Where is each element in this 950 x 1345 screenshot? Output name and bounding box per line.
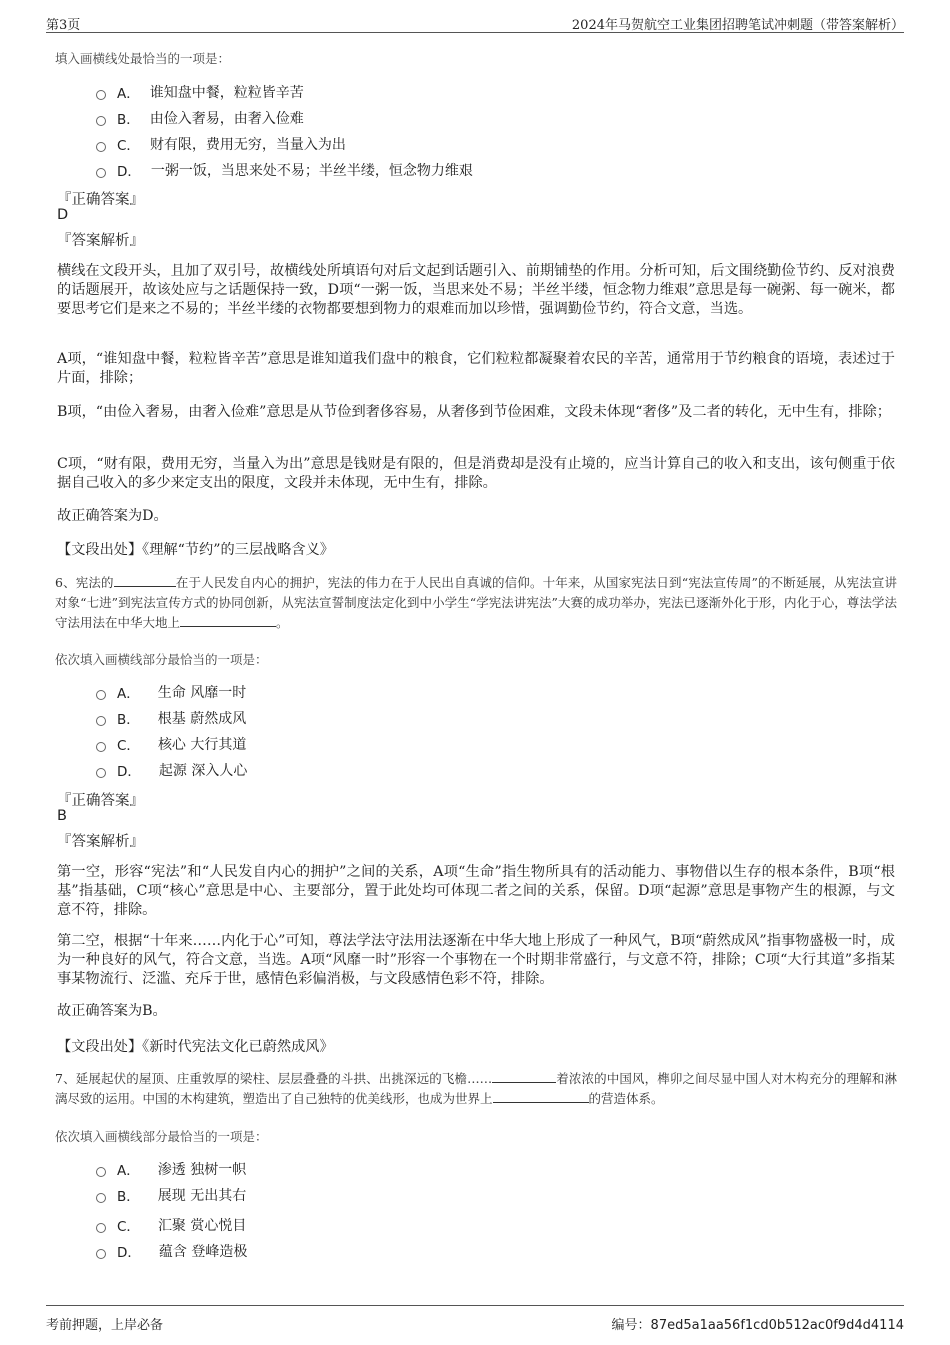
radio-icon[interactable] [96, 90, 106, 100]
q6-analysis-para: 第一空，形容“宪法”和“人民发自内心的拥护”之间的关系，A项“生命”指生物所具有的活动能力、事物借以生存的根本条件，B项“根基”指基础，C项“核心”意思是中心、主要部分，置于此处均可体现二者之间的关系，保留。D项“起源”意思是事物产生的根源，与文意不符，排除。 [57, 864, 895, 918]
q7-option-c[interactable]: C． 汇聚 赏心悦目 [96, 1215, 246, 1235]
footer-code: 编号：87ed5a1aa56f1cd0b512ac0f9d4d4114 [611, 1318, 904, 1333]
q5-answer: D [57, 207, 69, 223]
q6-option-c[interactable]: C． 核心 大行其道 [96, 734, 246, 754]
q6-prompt: 依次填入画横线部分最恰当的一项是： [55, 652, 268, 667]
q5-analysis-para: B项，“由俭入奢易，由奢入俭难”意思是从节俭到奢侈容易，从奢侈到节俭困难，文段未体现“奢侈”及二者的转化，无中生有，排除； [57, 404, 891, 420]
q7-option-a[interactable]: A． 渗透 独树一帜 [96, 1159, 246, 1179]
q5-analysis-para: C项，“财有限，费用无穷，当量入为出”意思是钱财是有限的，但是消费却是没有止境的，应当计算自己的收入和支出，该句侧重于依据自己收入的多少来定支出的限度，文段并未体现，无中生有，排除。 [57, 456, 895, 491]
q7-question: 7、延展起伏的屋顶、庄重敦厚的梁柱、层层叠叠的斗拱、出挑深远的飞檐…… 着浓浓的中国风，榫卯之间尽显中国人对木构充分的理解和淋漓尽致的运用。中国的木构建筑，塑造出了自己独特的优美线形，也成为世界上 的营造体系。 [55, 1071, 897, 1106]
q6-source: 【文段出处】《新时代宪法文化已蔚然成风》 [57, 1039, 334, 1055]
document-title: 2024年马贺航空工业集团招聘笔试冲刺题（带答案解析） [571, 18, 904, 33]
answer-blank [493, 1090, 589, 1103]
q7-prompt: 依次填入画横线部分最恰当的一项是： [55, 1129, 268, 1144]
q6-option-d[interactable]: D． 起源 深入人心 [96, 760, 247, 780]
answer-blank [180, 614, 276, 627]
answer-blank [492, 1070, 556, 1083]
q5-option-d[interactable]: D． 一粥一饭，当思来处不易；半丝半缕，恒念物力维艰 [96, 160, 473, 180]
q5-conclusion: 故正确答案为D。 [57, 508, 168, 524]
radio-icon[interactable] [96, 1193, 106, 1203]
radio-icon[interactable] [96, 742, 106, 752]
radio-icon[interactable] [96, 1249, 106, 1259]
q7-option-b[interactable]: B． 展现 无出其右 [96, 1185, 246, 1205]
radio-icon[interactable] [96, 142, 106, 152]
q6-option-b[interactable]: B． 根基 蔚然成风 [96, 708, 246, 728]
q6-conclusion: 故正确答案为B。 [57, 1003, 167, 1019]
q6-question: 6、宪法的 在于人民发自内心的拥护，宪法的伟力在于人民出自真诚的信仰。十年来，从国家宪法日到“宪法宣传周”的不断延展，从宪法宣讲对象“七进”到宪法宣传方式的协同创新，从宪法宣誓制度法定化到中小学生“学宪法讲宪法”大赛的成功举办，宪法已逐渐外化于形，内化于心，尊法学法守法用法在中华大地上 。 [55, 575, 897, 630]
radio-icon[interactable] [96, 116, 106, 126]
q5-answer-tag: 『正确答案』 [57, 192, 144, 208]
q5-analysis-tag: 『答案解析』 [57, 233, 144, 249]
q6-option-a[interactable]: A． 生命 风靡一时 [96, 682, 246, 702]
radio-icon[interactable] [96, 1167, 106, 1177]
footer-slogan: 考前押题，上岸必备 [46, 1318, 164, 1333]
radio-icon[interactable] [96, 1223, 106, 1233]
q6-analysis-tag: 『答案解析』 [57, 834, 144, 850]
q5-analysis-para: 横线在文段开头，且加了双引号，故横线处所填语句对后文起到话题引入、前期铺垫的作用。分析可知，后文围绕勤俭节约、反对浪费的话题展开，故该处应与之话题保持一致，D项“一粥一饭，当思来处不易；半丝半缕，恒念物力维艰”意思是每一碗粥、每一碗米，都要思考它们是来之不易的；半丝半缕的衣物都要想到物力的艰难而加以珍惜，强调勤俭节约，符合文意，当选。 [57, 263, 895, 317]
radio-icon[interactable] [96, 690, 106, 700]
q5-analysis-para: A项，“谁知盘中餐，粒粒皆辛苦”意思是谁知道我们盘中的粮食，它们粒粒都凝聚着农民的辛苦，通常用于节约粮食的语境，表述过于片面，排除； [57, 351, 895, 386]
page-header [46, 12, 904, 33]
q6-analysis-para: 第二空，根据“十年来……内化于心”可知，尊法学法守法用法逐渐在中华大地上形成了一种风气，B项“蔚然成风”指事物盛极一时，成为一种良好的风气，符合文意，当选。A项“风靡一时”形容一个事物在一个时期非常盛行，与文意不符，排除；C项“大行其道”多指某事某物流行、泛滥、充斥于世，感情色彩偏消极，与文段感情色彩不符，排除。 [57, 933, 895, 987]
page-number: 第3页 [46, 18, 81, 33]
q6-answer: B [57, 808, 67, 824]
radio-icon[interactable] [96, 768, 106, 778]
q5-source: 【文段出处】《理解“节约”的三层战略含义》 [57, 542, 334, 558]
radio-icon[interactable] [96, 168, 106, 178]
q5-prompt: 填入画横线处最恰当的一项是： [55, 51, 231, 66]
q5-option-b[interactable]: B． 由俭入奢易，由奢入俭难 [96, 108, 304, 128]
q7-option-d[interactable]: D． 蕴含 登峰造极 [96, 1241, 247, 1261]
radio-icon[interactable] [96, 716, 106, 726]
q5-option-a[interactable]: A． 谁知盘中餐，粒粒皆辛苦 [96, 82, 304, 102]
answer-blank [114, 574, 176, 587]
q5-option-c[interactable]: C． 财有限，费用无穷，当量入为出 [96, 134, 346, 154]
page-footer [46, 1305, 904, 1333]
q6-answer-tag: 『正确答案』 [57, 793, 144, 809]
